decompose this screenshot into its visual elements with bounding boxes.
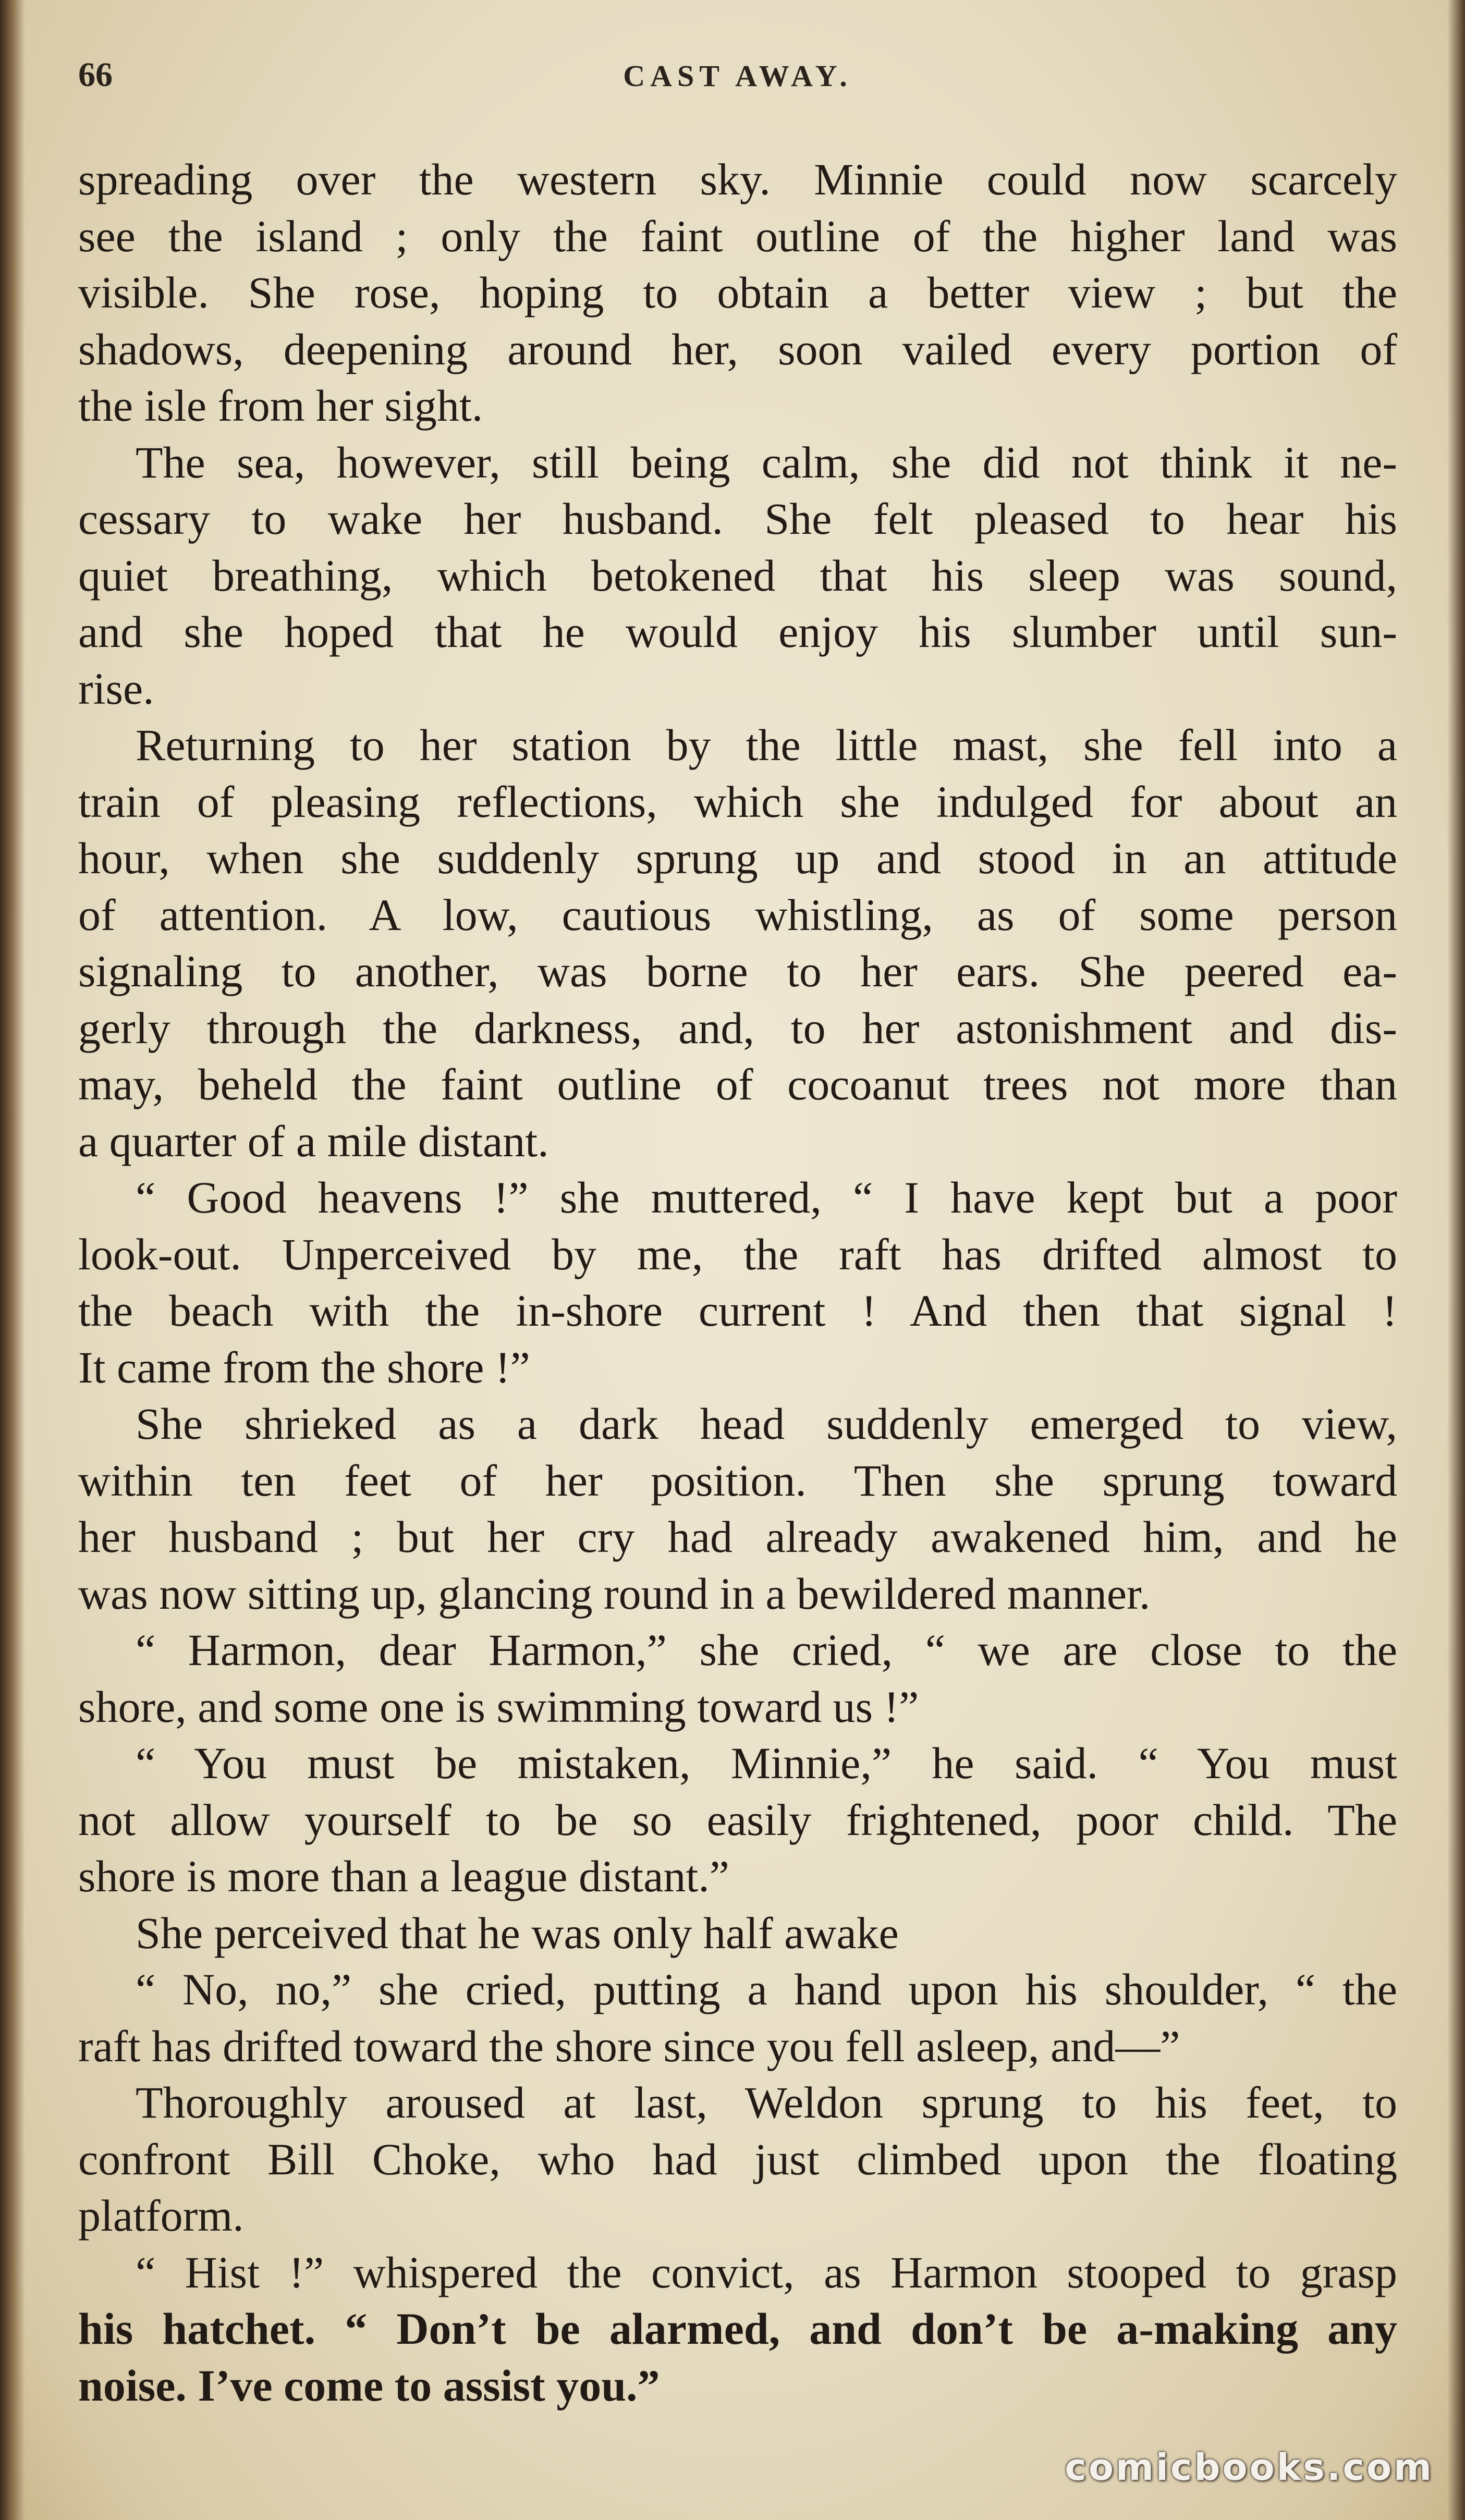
body-text [78, 151, 1397, 2414]
text-line: and she hoped that he would enjoy his slumber until sun- [78, 607, 1397, 657]
text-line: platform. [78, 2191, 244, 2241]
text-line: of attention. A low, cautious whistling, as of some person [78, 889, 1397, 940]
text-line: a quarter of a mile distant. [78, 1116, 549, 1166]
text-line: signaling to another, was borne to her ears. She peered ea- [78, 946, 1397, 996]
text-line: shore, and some one is swimming toward us !” [78, 1681, 919, 1732]
text-line: may, beheld the faint outline of cocoanut trees not more than [78, 1059, 1397, 1109]
text-line: train of pleasing reflections, which she indulged for about an [78, 776, 1397, 827]
text-line: hour, when she suddenly sprung up and stood in an attitude [78, 833, 1397, 883]
text-line: The sea, however, still being calm, she did not think it ne- [136, 437, 1397, 487]
page-shadow-right [1447, 0, 1465, 2520]
text-line: within ten feet of her position. Then she sprung toward [78, 1455, 1397, 1506]
text-line: Thoroughly aroused at last, Weldon sprung to his feet, to [136, 2077, 1397, 2127]
text-line: look-out. Unperceived by me, the raft has drifted almost to [78, 1229, 1397, 1279]
text-line: shadows, deepening around her, soon vailed every portion of [78, 324, 1397, 374]
text-line: rise. [78, 663, 154, 714]
text-line: “ Hist !” whispered the convict, as Harmon stooped to grasp [136, 2247, 1397, 2297]
text-line: confront Bill Choke, who had just climbed upon the floating [78, 2134, 1397, 2184]
text-line: “ Harmon, dear Harmon,” she cried, “ we are close to the [136, 1625, 1397, 1675]
text-line: visible. She rose, hoping to obtain a better view ; but the [78, 267, 1397, 317]
running-title: CAST AWAY. [623, 59, 852, 93]
text-line: the beach with the in-shore current ! And then that signal ! [78, 1286, 1397, 1336]
text-line: “ You must be mistaken, Minnie,” he said. “ You must [136, 1738, 1397, 1788]
page-shadow-left [0, 0, 25, 2520]
text-line: spreading over the western sky. Minnie could now scarcely [78, 154, 1397, 204]
text-line: gerly through the darkness, and, to her astonishment and dis- [78, 1002, 1397, 1053]
text-line: quiet breathing, which betokened that his sleep was sound, [78, 550, 1397, 601]
running-header [78, 55, 1397, 102]
text-line: the isle from her sight. [78, 381, 483, 431]
text-line: was now sitting up, glancing round in a bewildered manner. [78, 1568, 1151, 1619]
watermark: comicbooks.com [1065, 2446, 1434, 2489]
text-line: see the island ; only the faint outline of the higher land was [78, 211, 1397, 261]
page-number: 66 [78, 56, 113, 94]
text-line: “ No, no,” she cried, putting a hand upon his shoulder, “ the [136, 1964, 1397, 2014]
text-line: “ Good heavens !” she muttered, “ I have kept but a poor [136, 1172, 1397, 1222]
text-line: not allow yourself to be so easily frightened, poor child. The [78, 1794, 1397, 1845]
text-line: her husband ; but her cry had already awakened him, and he [78, 1512, 1397, 1562]
text-line: shore is more than a league distant.” [78, 1851, 729, 1901]
text-line: She perceived that he was only half awake [136, 1907, 899, 1958]
text-line: noise. I’ve come to assist you.” [78, 2360, 660, 2411]
text-line: It came from the shore !” [78, 1342, 530, 1392]
text-line: cessary to wake her husband. She felt pleased to hear his [78, 494, 1397, 544]
text-line: his hatchet. “ Don’t be alarmed, and don’t be a-making any [78, 2304, 1397, 2354]
text-line: She shrieked as a dark head suddenly emerged to view, [136, 1399, 1397, 1449]
text-line: Returning to her station by the little mast, she fell into a [136, 720, 1397, 770]
text-line: raft has drifted toward the shore since you fell asleep, and—” [78, 2021, 1180, 2071]
